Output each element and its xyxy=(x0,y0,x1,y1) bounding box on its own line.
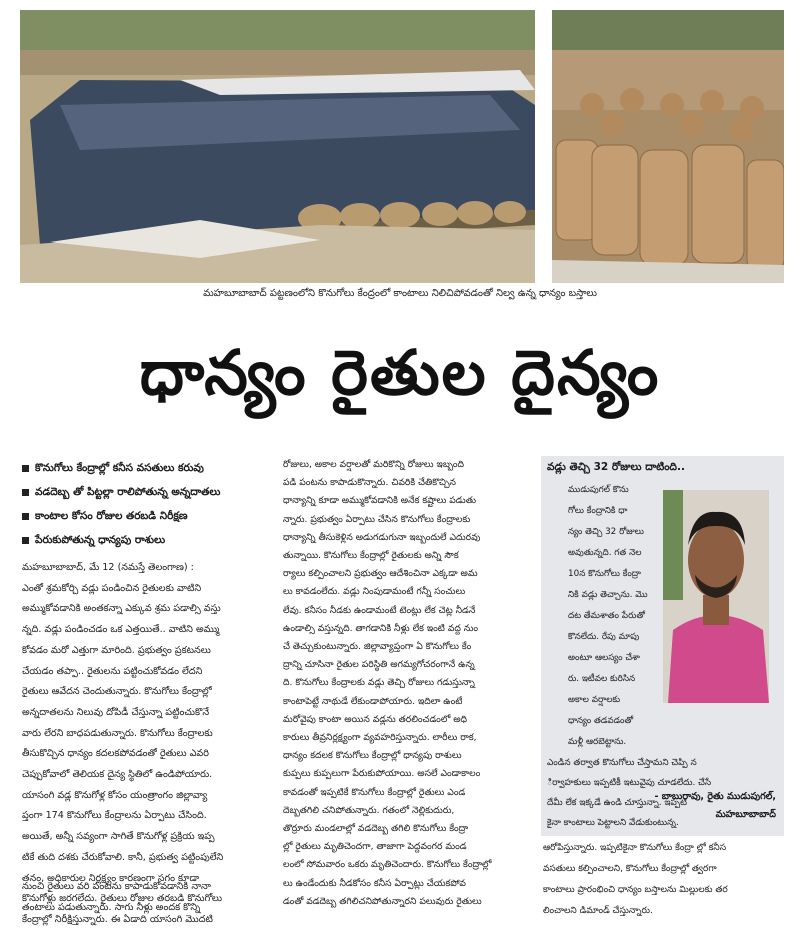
body-line: ది. కొనుగోలు కేంద్రాలకు వడ్లు తెచ్చి రోజులు గడుస్తున్నా xyxy=(283,677,475,689)
farmer-photo xyxy=(663,490,769,703)
farmer-portrait xyxy=(663,490,769,703)
quote-line: దట తేమశాతం పేరుతో xyxy=(568,611,645,621)
sacks-image xyxy=(552,10,784,283)
quote-title: వడ్లు తెచ్చి 32 రోజులు దాటింది.. xyxy=(547,461,685,473)
quote-line: ముడుపుగల్ కొను xyxy=(568,485,629,495)
body-line: చే తెచ్చుకుంటున్నారు. జిల్లావ్యాప్తంగా ఏ కొనుగోలు కేం xyxy=(283,641,472,653)
quote-text-narrow xyxy=(568,480,660,753)
body-line: ఆరోపిస్తున్నారు. ఇప్పటికైనా కొనుగోలు కేంద్రా ల్లో కనీస xyxy=(543,843,727,853)
quote-line: ధాన్యం తడవడంతో xyxy=(568,716,634,726)
quote-line: దేమీ లేక ఇక్కడే ఉండి చూస్తున్నా. ఇప్పటి xyxy=(547,798,687,808)
body-line: టికే తుది దశకు చేరుకోవాలి. కానీ, ప్రభుత్వ పట్టింపులేని xyxy=(22,851,224,863)
body-line: తీసుకొచ్చిన ధాన్యం కదలకపోవడంతో రైతులు ఎవరి xyxy=(22,748,209,760)
body-line: లించాలని డిమాండ్ చేస్తున్నారు. xyxy=(543,906,653,916)
body-line: లు ఉండేందుకు నీడకోసం కనీస ఏర్పాట్లు చేయకపోవ xyxy=(283,877,466,889)
quote-signature-line2: మహబూబాబాద్ xyxy=(715,809,776,820)
body-line: ధాన్యం కదలక కొనుగోలు కేంద్రాల్లో ధాన్యపు రాశులు xyxy=(283,750,462,762)
body-line: తొర్రూరు మండలాల్లో వడదెబ్బ తగిలి కొనుగోలు కేంద్రా xyxy=(283,823,469,835)
body-line: తున్నాయి. కొనుగోలు కేంద్రాల్లో రైతులకు అన్ని సౌక xyxy=(283,550,459,562)
body-line: అమ్ముకోవడానికి అంతకన్నా ఎక్కువ శ్రమ పడాల్సి వస్తు xyxy=(22,603,221,615)
quote-line: న్యం తెచ్చి 32 రోజులు xyxy=(568,527,644,537)
body-line: కాంటాపెట్టే నాథుడే లేకుండాపోయారు. ఇదిలా ఉంటే xyxy=(283,695,463,707)
body-line: రైతులు ఆవేదన చెందుతున్నారు. కొనుగోలు కేంద్రాల్లో xyxy=(22,686,212,698)
article-column-2 xyxy=(283,456,535,911)
body-line: కాంటాలు ప్రారంభించి ధాన్యం బస్తాలను మిల్లులకు తర xyxy=(543,885,728,895)
quote-line: 10న కొనుగోలు కేంద్రా xyxy=(568,569,641,579)
quote-line: అంటూ ఆలస్యం చేశా xyxy=(568,653,640,663)
quote-line: మళ్లీ ఆరబెట్టాను. xyxy=(568,737,627,747)
body-line: కేంద్రాల్లో నిరీక్షిస్తున్నారు. ఈ ఏడాది యాసంగి మొదటి xyxy=(22,913,213,925)
body-line: ద్రాన్ని చూసినా రైతుల పరిస్థితి అగమ్యగోచరంగానే ఉన్న xyxy=(283,659,475,671)
body-line: ర్యాలు కల్పించాలని ప్రభుత్వం ఆదేశించినా ఎక్కడా అమ xyxy=(283,568,478,580)
body-line: ధాన్యాన్ని తీసుకెళ్లిన అడుగడుగునా ఇబ్బందులే ఎదురవు xyxy=(283,531,481,543)
body-line: ప్తంగా 174 కొనుగోలు కేంద్రాలను ఏర్పాటు చేసింది. xyxy=(22,810,207,822)
quote-signature-line1: - బాబురావు, రైతు ముడుపుగల్, xyxy=(654,791,776,802)
quote-line: ిర్వాహకులు ఇప్పటికీ ఇటువైపు చూడలేదు. చేసే xyxy=(547,778,712,788)
body-line: కోవడం మరో ఎత్తుగా మారింది. ప్రభుత్వం ప్రకటనలు xyxy=(22,644,211,656)
quote-line: అవుతున్నది. గత నెల xyxy=(568,548,642,558)
highlight-item: వడదెబ్బ తో పిట్టల్లా రాలిపోతున్న అన్నదాతలు xyxy=(22,480,292,504)
body-line: చేయడం తప్పా.. రైతులను పట్టించుకోవడం లేదని xyxy=(22,665,203,677)
body-line: తంటాలు పడుతున్నారు. సాగు నీళ్లు అందక కొన్ని xyxy=(22,901,201,913)
body-line: అన్నదాతలను నిలువు దోపిడీ చేస్తున్నా పట్టించుకొనే xyxy=(22,706,210,718)
photo-caption: మహబూబాబాద్ పట్టణంలోని కొనుగోలు కేంద్రంలో కాంటాలు నిలిచిపోవడంతో నిల్వ ఉన్న ధాన్యం బస్తాలు xyxy=(203,288,597,299)
body-line: తనం, అధికారుల నిర్లక్ష్యం కారణంగా సగం కూడా xyxy=(22,872,200,884)
quote-line: గోలు కేంద్రానికి ధా xyxy=(568,506,628,516)
quote-line: ఎండిన తర్వాత కొనుగోలు చేస్తామని చెప్పి న xyxy=(547,758,697,768)
body-line: వారు లేరని బాధపడుతున్నారు. కొనుగోలు కేంద్రాలకు xyxy=(22,727,213,739)
body-line: కారులు తీవ్రనిర్లక్ష్యంగా వ్యవహరిస్తున్నారు. లారీలు రాక, xyxy=(283,732,477,744)
body-line: లేవు. కనీసం నీడకు ఉండామంటే టెంట్లు లేక చెట్ల నీడనే xyxy=(283,604,476,616)
body-line: చెప్పుకోవాలో తెలియక దైన్య స్థితిలో ఉండిపోయారు. xyxy=(22,769,213,781)
left-photo-grain-tarp xyxy=(20,10,535,283)
body-line: డంతో వడదెబ్బ తగిలిచనిపోతున్నారని పలువురు రైతులు xyxy=(283,895,482,907)
highlight-item: పేరుకుపోతున్న ధాన్యపు రాశులు xyxy=(22,528,292,552)
body-line: మరోవైపు కాంటా అయిన వడ్లను తరలించడంలో అధి xyxy=(283,713,468,725)
body-line: దెబ్బతగిలి చనిపోతున్నారు. గతంలో నెల్లికుదురు, xyxy=(283,804,455,816)
body-line: యాసంగి వడ్ల కొనుగోళ్ల కోసం యంత్రాంగం జిల్లావ్యా xyxy=(22,789,208,801)
body-line: రోజులు, అకాల వర్షాలతో మరికొన్ని రోజులు ఇబ్బంది xyxy=(283,459,465,470)
tarp-image xyxy=(20,10,535,283)
body-line: ధాన్యాన్ని కూడా అమ్ముకోవడానికి అనేక కష్టాలు పడుతు xyxy=(283,495,477,507)
highlights-list xyxy=(22,456,292,552)
body-line: నుంచి రైతులు వరి పంటను కాపాడుకోవడానికి నానా xyxy=(22,881,211,892)
body-line: వసతులు కల్పించాలని, కొనుగోలు కేంద్రాల్లో త్వరగా xyxy=(543,864,717,874)
body-line: లంలో సోమవారం ఒకరు మృతిచెందారు. కొనుగోలు కేంద్రాల్లో xyxy=(283,859,492,871)
article-column-1 xyxy=(22,558,278,931)
article-column-1-tail xyxy=(22,877,278,918)
body-line: పడి పంటను కాపాడుకొన్నారు. చివరికి చేతికొచ్చిన xyxy=(283,477,456,489)
body-line: లు కావడంలేదు. వడ్లు నింపుడామంటే గన్నీ సంచులు xyxy=(283,586,466,598)
body-line: అయితే, అన్నీ సవ్యంగా సాగితే కొనుగోళ్ల ప్రక్రియ ఇప్ప xyxy=(22,831,215,843)
quote-line: అకాల వర్షాలకు xyxy=(568,695,621,705)
quote-line: కైనా కాంటాలు పెట్టాలని వేడుకుంటున్న. xyxy=(547,818,679,828)
quote-line: కొనలేదు. రేపు మాపు xyxy=(568,632,640,642)
right-photo-grain-sacks xyxy=(552,10,784,283)
body-line: కుప్పలు కుప్పలుగా పేరుకుపోయాయి. అసలే ఎండాకాలం xyxy=(283,768,481,780)
body-line: ఎంతో శ్రమకోర్చి వడ్లు పండించిన రైతులకు వాటిని xyxy=(22,582,202,594)
body-line: కొనుగోళ్లు జరగలేదు. రైతులు రోజుల తరబడి కొనుగోలు xyxy=(22,893,223,905)
highlight-item: కొనుగోలు కేంద్రాల్లో కనీస వసతులు కరువు xyxy=(22,456,292,480)
article-bottom-block xyxy=(543,838,788,922)
body-line: న్నారు. ప్రభుత్వం ఏర్పాటు చేసిన కొనుగోలు కేంద్రాలకు xyxy=(283,513,471,525)
quote-line: నికి వడ్లు తెచ్చాను. మొ xyxy=(568,590,648,600)
dateline: మహబూబాబాద్, మే 12 (నమస్తే తెలంగాణ) : xyxy=(22,562,194,573)
body-line: ల్లో రైతులు మృతిచెందగా, తాజాగా పెద్దవంగర మండ xyxy=(283,841,467,853)
quote-line: రు. ఇటీవల కురిసిన xyxy=(568,674,636,684)
body-line: కావడంతో ఇప్పటికే కొనుగోలు కేంద్రాల్లో రైతులు ఎండ xyxy=(283,786,466,798)
body-line: న్నది. వడ్లు పండించడం ఒక ఎత్తయితే.. వాటిని అమ్ము xyxy=(22,624,220,636)
headline: ధాన్యం రైతుల దైన్యం xyxy=(139,336,661,409)
highlight-item: కాంటాల కోసం రోజుల తరబడి నిరీక్షణ xyxy=(22,504,292,528)
body-line: ఉండాల్సి వస్తున్నది. తాగడానికి నీళ్లు లేక ఇంటి వద్ద నుం xyxy=(283,622,479,634)
